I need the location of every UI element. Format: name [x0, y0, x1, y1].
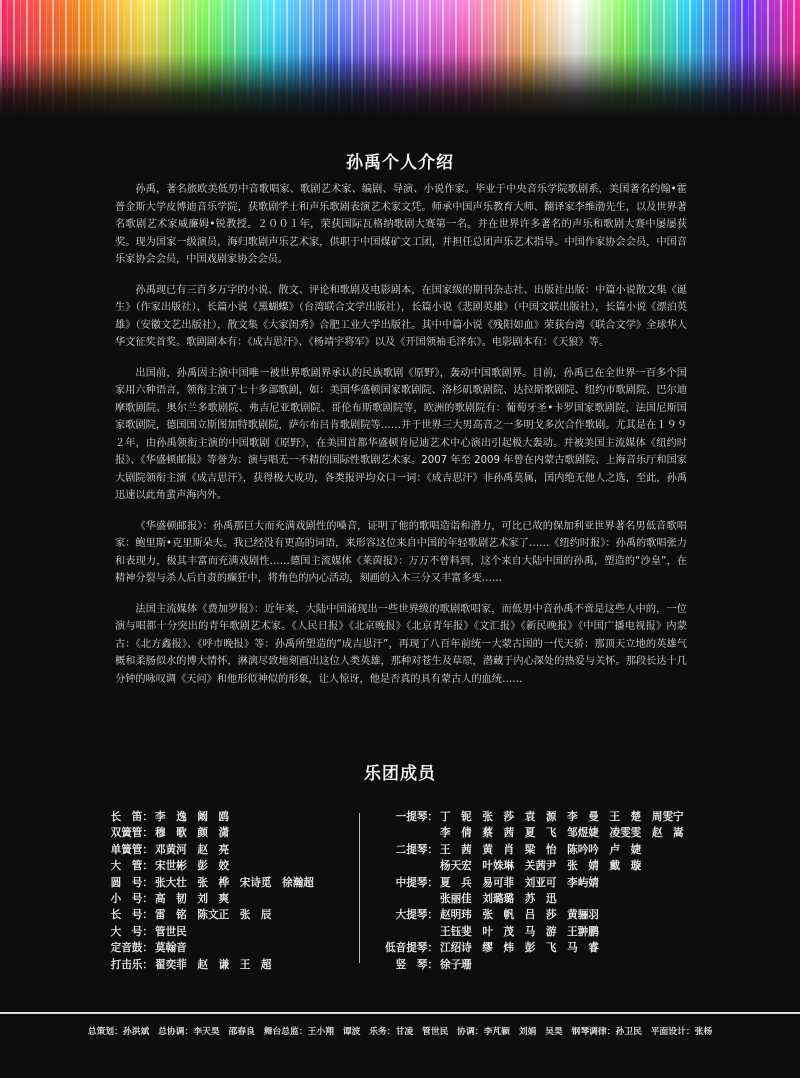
member-role: 竖 琴：: [395, 958, 438, 971]
member-role: 长 号：: [110, 909, 153, 922]
member-names: 宋世彬 彭 姣: [155, 860, 230, 873]
member-names: 张大壮 张 桦 宋诗觅 徐瀚超: [155, 876, 314, 889]
member-names: 李 逸 阚 鸥: [155, 811, 230, 823]
member-names: 夏 兵 易可菲 刘亚可 李屿婧: [440, 876, 599, 889]
member-row: [93, 809, 355, 825]
banner-glow: [0, 0, 800, 80]
bio-paragraph: 孙禹现已有三百多万字的小说、散文、评论和歌剧及电影剧本，在国家级的期刊杂志社、出版社出版：中篇小说散文集《诞生》（作家出版社），长篇小说《黑蝴蝶》（台湾联合文学出版社），长篇小说《悲剧英雄》（中国文联出版社），长篇小说《漂泊英雄》（安徽文艺出版社），散文集《大家闺秀》合肥工业大学出版社。其中中篇小说《残阳如血》荣获台湾《联合文学》全球华人华文征奖首奖。歌剧剧本有：《成吉思汗》、《杨靖宇将军》以及《开国领袖毛泽东》。电影剧本有：《天狼》等。: [115, 284, 687, 348]
member-names: 雷 铭 陈文正 张 辰: [155, 909, 272, 922]
member-row: [368, 842, 768, 858]
member-names: 张丽佳 刘璐璐 苏 迅: [440, 893, 557, 906]
member-row: [93, 891, 355, 907]
column-divider: [359, 813, 360, 963]
member-names: 杨天宏 叶姝琳 关茜尹 张 婧 戴 璇: [440, 860, 642, 873]
member-role: 二提琴：: [395, 843, 438, 856]
member-names: 高 韧 刘 爽: [155, 893, 230, 906]
bio-paragraph: 《华盛顿邮报》：孙禹那巨大而充满戏剧性的嗓音，证明了他的歌唱造诣和潜力，可比已故的保加利亚世界著名男低音歌唱家：鲍里斯•克里斯朵夫。我已经没有更高的词语，来形容这位来自中国的年轻歌剧艺术家了……《纽约时报》：孙禹的歌唱张力和表现力，极其丰富而充满戏剧性……德国主流媒体《莱茵报》：万万不曾料到，这个来自大陆中国的孙禹，塑造的“沙皇”，在精神分裂与杀人后自责的癫狂中，将角色的内心活动，刻画的入木三分又丰富多变……: [115, 520, 687, 584]
member-role: 中提琴：: [395, 876, 438, 889]
member-names: 王钰斐 叶 茂 马 游 王翀鹏: [440, 925, 599, 938]
member-names: 徐子珊: [440, 958, 472, 971]
member-names: 王 茜 黄 肖 梁 怡 陈吟吟 卢 婕: [440, 843, 642, 856]
member-row: [93, 940, 355, 956]
member-names: 赵明玮 张 帆 吕 莎 黄骊羽: [440, 909, 599, 922]
member-row: [93, 907, 355, 923]
member-row: [93, 825, 355, 841]
member-role: 打击乐：: [110, 958, 153, 971]
member-names: 管世民: [155, 925, 187, 938]
wind-percussion-members: [93, 809, 355, 973]
member-role: 定音鼓：: [110, 942, 153, 955]
bio-paragraph: 法国主流媒体《费加罗报》：近年来，大陆中国涌现出一些世界级的歌剧歌唱家，而低男中音孙禹不啻是这些人中的，一位演与唱都十分突出的青年歌剧艺术家。《人民日报》《北京晚报》《北京青年报》《文汇报》《新民晚报》《中国广播电视报》内蒙古：《北方鑫报》、《呼市晚报》等：孙禹所塑造的“成吉思汗”，再现了八百年前统一大蒙古国的一代天骄：那顶天立地的英雄气概和柔肠似水的博大情怀，淋漓尽致地刻画出这位人类英雄，那种对苍生及草原，潜藏于内心深处的热爱与关怀。那段长达十几分钟的咏叹调《天问》和他形似神似的形象，让人惊讶，他是否真的具有蒙古人的血统……: [115, 603, 687, 685]
member-row: [368, 809, 768, 825]
member-row: [368, 825, 768, 841]
member-row: [93, 858, 355, 874]
member-row: [368, 907, 768, 923]
member-role: 单簧管：: [110, 843, 153, 856]
member-row: [93, 842, 355, 858]
member-row: [93, 924, 355, 940]
member-names: 邓黄河 赵 亮: [155, 843, 230, 856]
member-row: [368, 875, 768, 891]
member-role: 一提琴：: [395, 811, 438, 823]
member-row: [368, 957, 768, 973]
member-role: 大 号：: [110, 925, 153, 938]
member-row: [368, 924, 768, 940]
member-names: 江绍诗 缪 炜 彭 飞 马 睿: [440, 942, 599, 955]
member-row: [93, 957, 355, 973]
member-names: 李 倩 蔡 茜 夏 飞 邹煜婕 凌雯雯 赵 嵩: [440, 827, 684, 840]
band-section-title: 乐团成员: [364, 764, 436, 784]
member-role: 大 管：: [110, 860, 153, 873]
member-role: 小 号：: [110, 893, 153, 906]
footer-divider: [0, 1012, 800, 1014]
member-role: 圆 号：: [110, 876, 153, 889]
staff-credits: 总策划：孙洪斌 总协调：李天昊 邵春良 舞台总监：王小翔 谭波 乐务：甘凌 管世民 协调：李芃颖 刘娟 吴昊 钢琴调律：孙卫民 平面设计：张杨: [87, 1027, 713, 1037]
member-role: 低音提琴：: [385, 942, 438, 955]
member-role: 双簧管：: [110, 827, 153, 840]
member-row: [368, 891, 768, 907]
bio-section: [115, 181, 687, 701]
member-names: 莫翰音: [155, 942, 187, 955]
member-names: 穆 歌 颜 潇: [155, 827, 230, 840]
member-row: [368, 858, 768, 874]
string-members: [368, 809, 768, 973]
member-names: 丁 铌 张 莎 袁 源 李 曼 王 楚 周雯宁: [440, 811, 684, 823]
page-title: 孙禹个人介绍: [346, 153, 454, 173]
member-row: [93, 875, 355, 891]
member-names: 翟奕菲 赵 谦 王 超: [155, 958, 272, 971]
member-role: 大提琴：: [395, 909, 438, 922]
member-row: [368, 940, 768, 956]
member-role: 长 笛：: [110, 811, 153, 823]
bio-paragraph: 出国前，孙禹因主演中国唯一被世界歌剧界承认的民族歌剧《原野》，轰动中国歌剧界。目前，孙禹已在全世界一百多个国家用六种语言，领衔主演了七十多部歌剧，如：美国华盛顿国家歌剧院、洛杉矶歌剧院、达拉斯歌剧院、纽约市歌剧院、巴尔迪摩歌剧院、奥尔兰多歌剧院、弗吉尼亚歌剧院、哥伦布斯歌剧院等，欧洲的歌剧院有：葡萄牙圣•卡罗国家歌剧院，法国尼斯国家歌剧院，德国国立斯图加特歌剧院，萨尔布吕肯歌剧院等……并于世界三大男高音之一多明戈多次合作歌剧。尤其是在１９９２年，由孙禹领衔主演的中国歌剧《原野》，在美国首都华盛顿肯尼迪艺术中心演出引起极大轰动。并被美国主流媒体《纽约时报》、《华盛顿邮报》等誉为：演与唱无一不精的国际性歌剧艺术家。2007 年至 2009 年曾在内蒙古歌剧院、上海音乐厅和国家大剧院领衔主演《成吉思汗》，获得极大成功，各类报评均众口一词：《成吉思汗》非孙禹莫属，国内绝无他人之选，至此，孙禹迅速以此角蜚声海内外。: [115, 367, 687, 501]
bio-paragraph: 孙禹，著名旅欧美低男中音歌唱家、歌剧艺术家、编剧、导演、小说作家。毕业于中央音乐学院歌剧系，美国著名约翰•霍普金斯大学皮博迪音乐学院，获歌剧学士和声乐歌剧表演艺术家文凭。师承中国声乐教育大师、翻译家李维渤先生，以及世界著名歌剧艺术家威廉姆•锐教授。２００１年，荣获国际瓦格纳歌剧大赛第一名。并在世界许多著名的声乐和歌剧大赛中屡屡获奖。现为国家一级演员，海归歌剧声乐艺术家，供职于中国煤矿文工团，并担任总团声乐艺术指导。中国作家协会会员，中国音乐家协会会员，中国戏剧家协会会员。: [115, 184, 687, 265]
